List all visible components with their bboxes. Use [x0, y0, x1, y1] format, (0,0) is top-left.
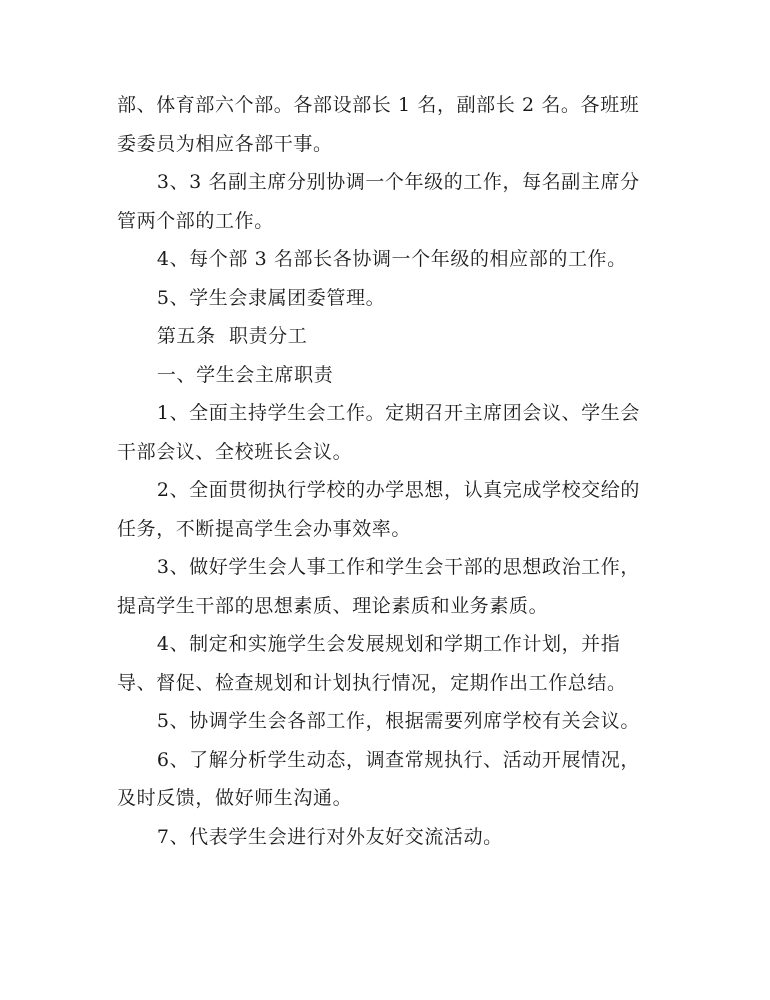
paragraph-duty-4: 4、制定和实施学生会发展规划和学期工作计划，并指导、督促、检查规划和计划执行情况，定期作出工作总结。 — [117, 633, 627, 694]
paragraph-item-5-affiliation: 5、学生会隶属团委管理。 — [156, 286, 386, 309]
paragraph-departments-continued: 部、体育部六个部。各部设部长 1 名，副部长 2 名。各班班委委员为相应各部干事。 — [117, 94, 640, 155]
paragraph-duty-1: 1、全面主持学生会工作。定期召开主席团会议、学生会干部会议、全校班长会议。 — [117, 402, 640, 463]
section-heading-article-5: 第五条 职责分工 — [156, 325, 308, 347]
paragraph-item-4-ministers: 4、每个部 3 名部长各协调一个年级的相应部的工作。 — [156, 248, 627, 270]
paragraph-duty-2: 2、全面贯彻执行学校的办学思想，认真完成学校交给的任务，不断提高学生会办事效率。 — [117, 479, 640, 540]
subheading-chair-duties: 一、学生会主席职责 — [156, 363, 334, 386]
paragraph-duty-7: 7、代表学生会进行对外友好交流活动。 — [156, 825, 503, 848]
document-body — [117, 86, 652, 856]
paragraph-duty-3: 3、做好学生会人事工作和学生会干部的思想政治工作，提高学生干部的思想素质、理论素质和业务素质。 — [117, 556, 640, 617]
paragraph-duty-6: 6、了解分析学生动态，调查常规执行、活动开展情况，及时反馈，做好师生沟通。 — [117, 748, 640, 809]
paragraph-duty-5: 5、协调学生会各部工作，根据需要列席学校有关会议。 — [156, 710, 640, 732]
paragraph-item-3-vice-chairs: 3、3 名副主席分别协调一个年级的工作，每名副主席分管两个部的工作。 — [117, 171, 640, 232]
